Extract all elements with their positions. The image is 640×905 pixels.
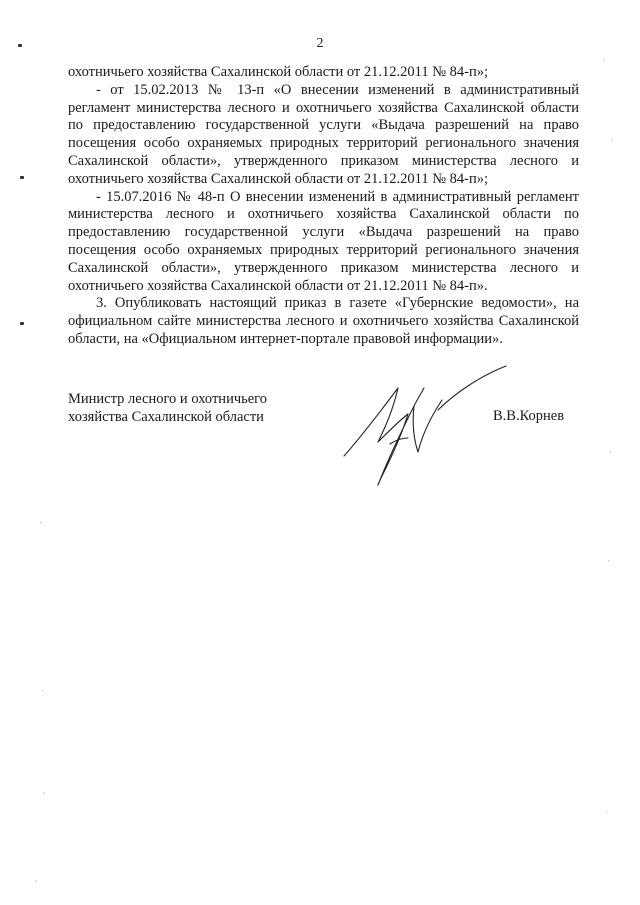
page-number: 2 [316, 36, 324, 51]
signatory-title [68, 391, 267, 427]
scan-speck [40, 522, 41, 523]
scan-speck [42, 690, 43, 691]
document-body [68, 64, 579, 349]
signatory-title-line-1: Министр лесного и охотничьего [68, 391, 267, 407]
handwritten-signature-icon [330, 360, 520, 495]
paragraph-amendment-2013: - от 15.02.2013 № 13-п «О внесении изменений в административный регламент министерства лесного и охотничьего хозяйства Сахалинской области по предоставлению государственной услуги «Выдача разрешений на право посещения особо охраняемых природных территорий регионального значения Сахалинской области», утвержденного приказом министерства лесного и охотничьего хозяйства Сахалинской области от 21.12.2011 № 84-п»; [68, 81, 579, 187]
scan-speck [606, 812, 607, 813]
signatory-name: В.В.Корнев [493, 408, 565, 424]
scan-speck [610, 452, 611, 453]
paragraph-publication-order: 3. Опубликовать настоящий приказ в газете «Губернские ведомости», на официальном сайте министерства лесного и охотничьего хозяйства Сахалинской области, на «Официальном интернет-портале правовой информации». [68, 295, 579, 347]
margin-mark [18, 44, 22, 47]
margin-mark [20, 322, 24, 325]
scan-speck [604, 60, 605, 61]
scan-speck [608, 560, 609, 561]
scan-speck [36, 880, 37, 881]
paragraph-amendment-2016: - 15.07.2016 № 48-п О внесении изменений в административный регламент министерства лесного и охотничьего хозяйства Сахалинской области по предоставлению государственной услуги «Выдача разрешений на право посещения особо охраняемых природных территорий регионального значения Сахалинской области», утвержденного приказом министерства лесного и охотничьего хозяйства Сахалинской области от 21.12.2011 № 84-п». [68, 188, 579, 294]
scan-speck [612, 140, 613, 141]
margin-mark [20, 176, 24, 179]
signatory-title-line-2: хозяйства Сахалинской области [68, 408, 264, 425]
paragraph-continuation: охотничьего хозяйства Сахалинской области от 21.12.2011 № 84-п»; [68, 64, 489, 80]
scan-speck [44, 792, 45, 793]
